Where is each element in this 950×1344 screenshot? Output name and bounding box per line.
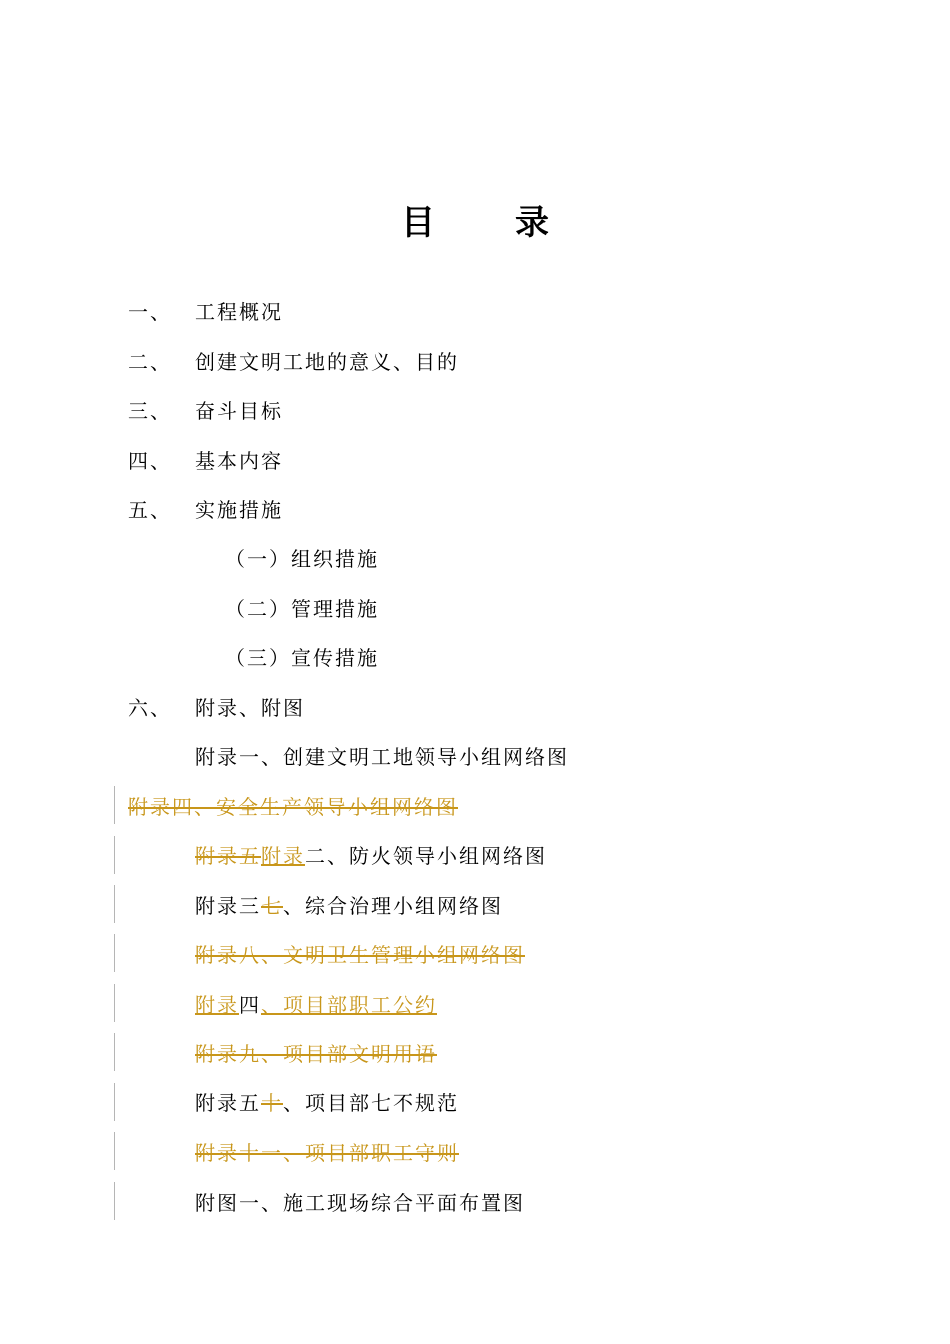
revision-bar [114, 1182, 115, 1220]
revision-bar [114, 786, 115, 824]
appendix-prefix: 附录三 [195, 894, 261, 918]
revision-bar [114, 885, 115, 923]
appendix-text: 附录一、创建文明工地领导小组网络图 [195, 745, 569, 769]
appendix-text [195, 992, 437, 1018]
revision-bar [114, 1033, 115, 1071]
inserted-text: 、项目部职工公约 [261, 993, 437, 1017]
toc-text: 附录、附图 [195, 696, 305, 720]
deleted-text: 附录四、安全生产领导小组网络图 [128, 795, 458, 819]
revision-bar [114, 1132, 115, 1170]
toc-number: 六、 [128, 696, 172, 720]
appendix-rest: 二、防火领导小组网络图 [305, 844, 547, 868]
toc-text: 实施措施 [195, 498, 283, 522]
toc-number: 三、 [128, 399, 172, 423]
toc-text: 创建文明工地的意义、目的 [195, 350, 459, 374]
inserted-text: 附录 [261, 844, 305, 868]
revision-bar [114, 836, 115, 874]
appendix-text [195, 843, 547, 869]
appendix-text [195, 893, 503, 919]
revision-bar [114, 984, 115, 1022]
appendix-rest: 、项目部七不规范 [283, 1091, 459, 1115]
inserted-text: 附录 [195, 993, 239, 1017]
deleted-text: 附录十一、项目部职工守则 [195, 1141, 459, 1165]
revision-bar [114, 934, 115, 972]
deleted-text: 附录八、文明卫生管理小组网络图 [195, 943, 525, 967]
toc-number: 一、 [128, 300, 172, 324]
appendix-rest: 、综合治理小组网络图 [283, 894, 503, 918]
page-title [0, 195, 950, 244]
deleted-text: 附录九、项目部文明用语 [195, 1042, 437, 1066]
appendix-mid: 四 [239, 993, 261, 1017]
toc-number: 四、 [128, 449, 172, 473]
deleted-text: 附录五 [195, 844, 261, 868]
title-char-2: 录 [515, 203, 629, 243]
revision-bar [114, 1083, 115, 1121]
toc-number: 二、 [128, 350, 172, 374]
deleted-text: 七 [261, 894, 283, 918]
toc-text: 基本内容 [195, 449, 283, 473]
toc-text: 奋斗目标 [195, 399, 283, 423]
toc-subtext: （一）组织措施 [225, 547, 379, 571]
toc-subtext: （三）宣传措施 [225, 646, 379, 670]
deleted-text: 十 [261, 1091, 283, 1115]
appendix-text [195, 1090, 459, 1116]
toc-number: 五、 [128, 498, 172, 522]
appendix-prefix: 附录五 [195, 1091, 261, 1115]
toc-text: 工程概况 [195, 300, 283, 324]
figure-text: 附图一、施工现场综合平面布置图 [195, 1191, 525, 1215]
toc-subtext: （二）管理措施 [225, 597, 379, 621]
title-char-1: 目 [401, 203, 515, 243]
